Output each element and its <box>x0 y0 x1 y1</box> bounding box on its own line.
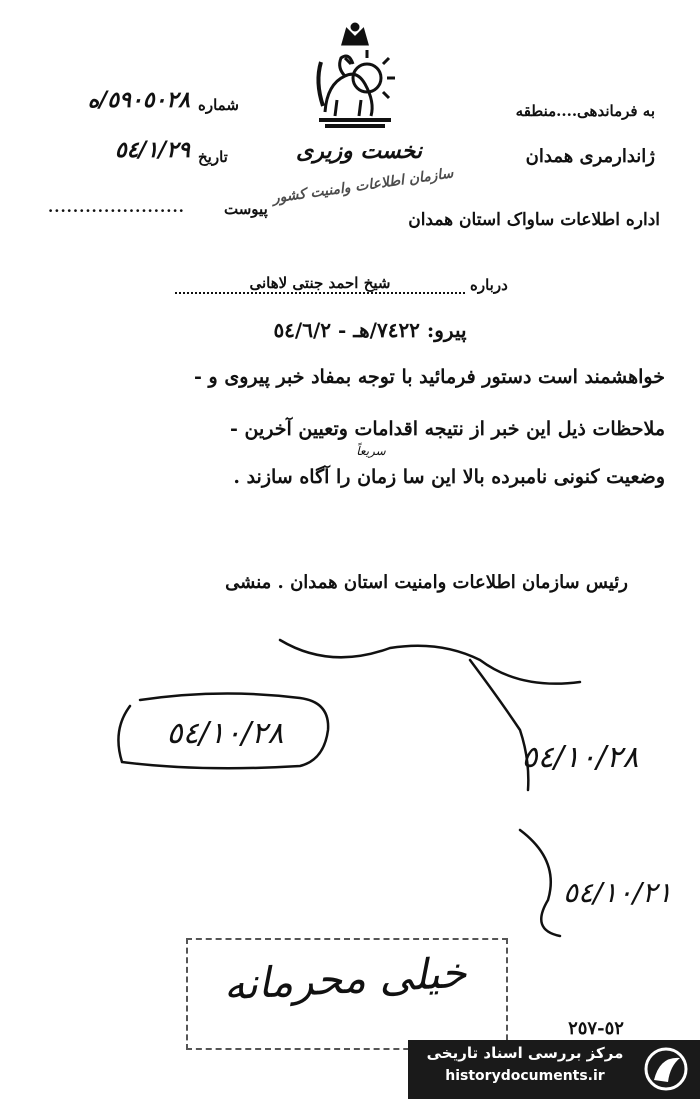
copy-overlay-stamp: سازمان اطلاعات وامنیت کشور <box>271 165 455 207</box>
date-label: تاریخ <box>198 148 228 166</box>
handwritten-date-right-2: ٥٤/١٠/٢١ <box>562 876 673 909</box>
watermark-url: historydocuments.ir <box>445 1068 605 1084</box>
document-code: ٥٢-٢٥٧ <box>568 1018 624 1039</box>
watermark-name: مرکز بررسی اسناد تاریخی <box>426 1044 624 1062</box>
unit-line: ژاندارمری همدان <box>525 146 655 167</box>
body-line-3: وضعیت کنونی نامبرده بالا این سا زمان را آگاه سازند . <box>233 466 665 488</box>
signature-line: رئیس سازمان اطلاعات وامنیت استان همدان . منشی <box>225 572 628 593</box>
archive-logo-icon <box>640 1046 692 1092</box>
letterhead-title: نخست وزیری <box>296 138 422 164</box>
attachment-dots: ...................... <box>48 198 185 216</box>
subject-label: درباره <box>470 276 508 294</box>
body-line-2: ملاحظات ذیل این خبر از نتیجه اقدامات وتعیین آخرین - <box>229 418 665 440</box>
handwritten-date-right-1: ٥٤/١٠/٢٨ <box>521 740 639 775</box>
copy-line: اداره اطلاعات ساواک استان همدان <box>408 210 660 230</box>
date-value: ٥٤/١/٢٩ <box>114 138 190 163</box>
subject-value: شیخ احمد جنتی لاهانی <box>175 274 465 294</box>
insertion-note: سریعاً <box>356 444 386 458</box>
handwritten-date-left: ٥٤/١٠/٢٨ <box>166 716 284 751</box>
addressee-line: به فرماندهی....منطقه <box>515 102 655 120</box>
reference-line: پیرو: ٧٤٢٢/هـ - ٥٤/٦/٢ <box>273 318 467 342</box>
attachment-label: پیوست <box>224 200 268 218</box>
number-label: شماره <box>198 96 239 114</box>
body-line-1: خواهشمند است دستور فرمائید با توجه بمفاد خبر پیروی و - <box>194 366 665 388</box>
number-value: ٥٩٠٥٠٢٨/ه <box>87 88 190 113</box>
confidential-stamp-text: خیلی محرمانه <box>222 947 468 1010</box>
